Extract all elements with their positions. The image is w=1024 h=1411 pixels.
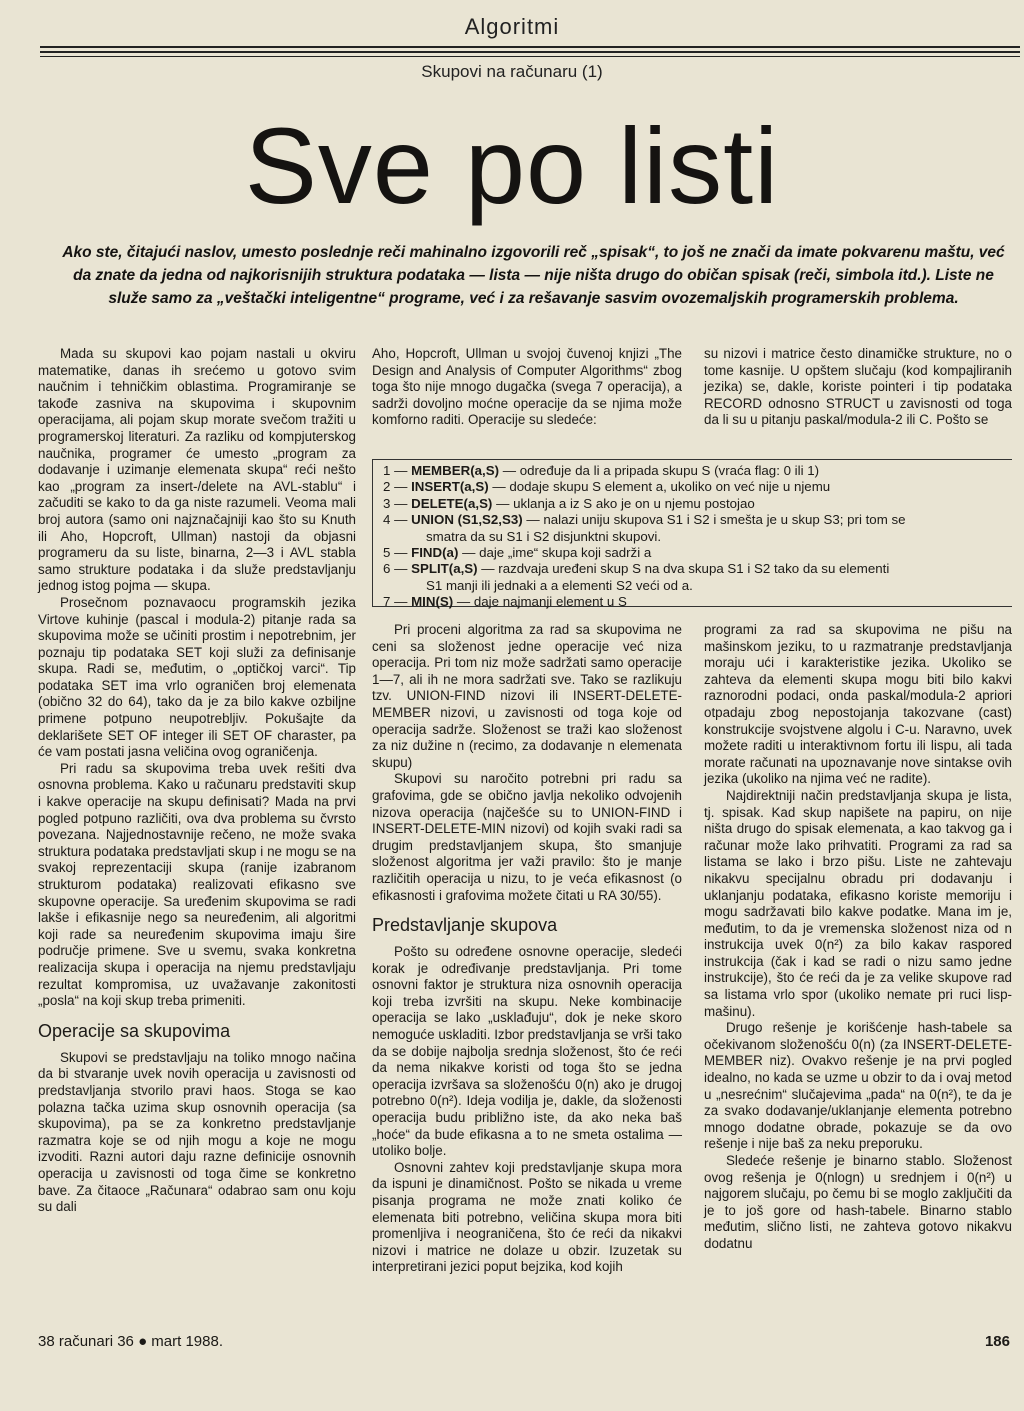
article-subtitle: Skupovi na računaru (1)	[421, 62, 603, 81]
paragraph: Mada su skupovi kao pojam nastali u okviru matematike, danas ih srećemo u gotovo svim naučnim i tehničkim oblastima. Programiranje se takođe zasniva na skupovima i skupovnim operacijama, ali pojam skup morate svečom tražiti u programerskoj literaturi. Za razliku od kompjuterskog naučnika, programer će umesto „program za dodavanje i uzimanje elemenata skupa“ reći nešto kao „program za insert-/delete na AVL-stablu“ i začuditi se kako to da ga niste razumeli. Veoma mali broj autora (samo oni najznačajniji kao što su Knuth ili Aho, Hopcroft, Ullman) nastoji da objasni programeru da su liste, binarna, 2—3 i AVL stabla samo strukture podataka i da služe predstavljanju jednog istog pojma — skupa.	[38, 346, 356, 594]
section-title: Algoritmi	[464, 14, 560, 39]
column-2-top	[372, 346, 682, 429]
column-3-top	[704, 346, 1012, 429]
paragraph: programi za rad sa skupovima ne pišu na mašinskom jeziku, to u razmatranje predstavljanja moraju ući i karakteristike jezika. Ukoliko se zahteva da elementi skupa mogu biti bilo kakvi raznorodni podaci, onda paskal/modula-2 apriori otpadaju zbog nepostojanja takozvane (cast) konstrukcije svojstvene algolu i C-u. Naravno, uvek možete raditi u interaktivnom fortu ili lispu, ali tada morate računati na upoznavanje nove sintakse ovih jezika (ukoliko na njima već ne radite).	[704, 622, 1012, 787]
operation-item: 2 — INSERT(a,S) — dodaje skupu S element a, ukoliko on već nije u njemu	[383, 479, 831, 495]
article-lead: Ako ste, čitajući naslov, umesto poslednje reči mahinalno izgovorili reč „spisak“, to još ne znači da imate pokvarenu maštu, već da znate da jedna od najkorisnijih struktura podataka — lista — nije ništa drugo do običan spisak (reči, simbola itd.). Liste ne služe samo za „veštački inteligentne“ programe, već i za rešavanje sasvim ovozemaljskih programerskih problema.	[62, 244, 1005, 307]
operation-item: 4 — UNION (S1,S2,S3) — nalazi uniju skupova S1 i S2 i smešta je u skup S3; pri tom se	[383, 512, 906, 528]
paragraph: Aho, Hopcroft, Ullman u svojoj čuvenoj knjizi „The Design and Analysis of Computer Algorithms“ zbog toga što nije mnogo dugačka (svega 7 operacija), a sadrži dovoljno moćne operacije da se njima može komforno raditi. Operacije su sledeće:	[372, 346, 682, 428]
operation-continuation: S1 manji ili jednaki a a elementi S2 veći od a.	[426, 577, 693, 593]
header-rule	[40, 56, 1020, 57]
paragraph: Skupovi se predstavljaju na toliko mnogo načina da bi stvaranje uvek novih operacija u zavisnosti od predstavljanja stvorilo pravi haos. Stoga se kao polazna tačka uzima skup osnovnih operacija (sa skupovima), pa se za konkretno predstavljanje razmatra koje se od njih mogu a koje ne mogu izvoditi. Razni autori daju razne definicije osnovnih operacija u zavisnosti od toga čime se konkretno bave. Za čitaoce „Računara“ odabrao sam onu koju su dali	[38, 1049, 356, 1215]
page-footer-left: 38 računari 36 ● mart 1988.	[38, 1333, 223, 1350]
paragraph: Pri proceni algoritma za rad sa skupovima ne ceni sa složenost jedne operacije već niza operacija. Pri tom niz može sadržati samo operacije 1—7, ali ih ne mora sadržati sve. Tako se razlikuju tzv. UNION-FIND nizovi ili INSERT-DELETE-MEMBER nizovi, u zavisnosti od toga koje od operacija sadrže. Složenost se traži kao složenost za niz dužine n (recimo, za dodavanje n elemenata skupu)	[372, 622, 682, 770]
paragraph: Prosečnom poznavaocu programskih jezika Virtove kuhinje (pascal i modula-2) pitanje rada sa skupovima može se učiniti prostim i nepotrebnim, jer poznaju tip podataka SET koji služi za definisanje skupa. Radi se, međutim, o „optičkoj varci“. Tip podataka SET ima vrlo ograničen broj elemenata (obično 32 do 64), tako da je za bilo kakve ozbiljne primene potpuno neupotrebljiv. Pokušajte da deklarišete SET OF integer ili SET OF charaster, pa će vam postati jasna veličina ovog ograničenja.	[38, 594, 356, 760]
paragraph: Pri radu sa skupovima treba uvek rešiti dva osnovna problema. Kako u računaru predstaviti skup i kakve operacije na skupu definisati? Mada na prvi pogled potpuno različiti, ova dva problema su čvrsto povezana. Najjednostavnije rečeno, ne može svaka struktura podataka predstavljati skup i ne mogu se na svakoj reprezentaciji skupa (ranije izabranom strukturom podataka) realizovati efikasno sve skupovne operacije. Sa uređenim skupovima se radi lakše i efikasnije nego sa neuređenim, ali algoritmi koji rade sa neuređenim skupovima imaju šire područje primene. Sve u svemu, svaka konkretna realizacija skupa i operacija na njemu predstavljaju rezultat kompromisa, uz uvažavanje zakonitosti „posla“ na koji skup treba primeniti.	[38, 760, 356, 1009]
operation-continuation: smatra da su S1 i S2 disjunktni skupovi.	[426, 528, 662, 544]
paragraph: Najdirektniji način predstavljanja skupa je lista, tj. spisak. Kad skup napišete na papiru, on nije ništa drugo do spisak elemenata, a kao takvog ga i računar može lako prihvatiti. Programi za rad sa listama se lako i brzo pišu. Liste ne zahtevaju nikakvu specijalnu obradu pri dodavanju i uklanjanju podataka, efikasno koriste memoriju i mogu sadržavati bilo kakve podatke. Mana im je, međutim, to da je vremenska složenost niza od n instrukcija uvek 0(n²) za bilo kakav raspored instrukcija (čak i kad se radi o nizu samo jedne instrukcije), što će reći da je za velike skupove rad sa listama vrlo spor (ukoliko nemate pri ruci lisp-mašinu).	[704, 787, 1012, 1019]
column-3	[704, 622, 1012, 1253]
header-rule	[40, 46, 1020, 48]
paragraph: su nizovi i matrice često dinamičke strukture, no o tome kasnije. U opštem slučaju (kod kompajliranih jezika) se, dakle, koriste pointeri i tip podataka RECORD odnosno STRUCT u zavisnosti od toga da li su u pitanju paskal/modula-2 ili C. Pošto se	[704, 346, 1012, 428]
page-number: 186	[984, 1333, 1010, 1350]
subheading-representation: Predstavljanje skupova	[372, 915, 558, 936]
paragraph: Drugo rešenje je korišćenje hash-tabele sa očekivanom složenošću 0(n) (za INSERT-DELETE-MEMBER niz). Ovakvo rešenje je na prvi pogled idealno, no kada se uzme u obzir to da i ovaj metod u „nesrećnim“ slučajevima „pada“ na 0(n²), te da je za svako dodavanje/uklanjanje elementa potrebno mnogo dodatne obrade, pokazuje se da ovo rešenje i nije baš za neku preporuku.	[704, 1020, 1012, 1152]
operation-item: 1 — MEMBER(a,S) — određuje da li a pripada skupu S (vraća flag: 0 ili 1)	[383, 463, 820, 478]
paragraph: Osnovni zahtev koji predstavljanje skupa mora da ispuni je dinamičnost. Pošto se nikada u vreme pisanja programa ne može znati koliko će elemenata biti potrebno, veličina skupa mora biti promenljiva i neograničena, što će reći da nikakvi nizovi i matrice ne dolaze u obzir. Izuzetak su interpretirani jezici poput bejzika, kod kojih	[372, 1159, 682, 1275]
operations-box	[372, 459, 1012, 610]
paragraph: Pošto su određene osnovne operacije, sledeći korak je određivanje predstavljanja. Pri tome osnovni faktor je struktura niza osnovnih operacija koji treba izvršiti na skupu. Neke kombinacije operacija se lako „usklađuju“, dok je neke skoro nemoguće uskladiti. Izbor predstavljanja se vrši tako da se dobije najbolja srednja složenost, što će reći da nema nikakve koristi od toga što se jedna operacija izvršava sa složenošću 0(n) ako je drugoj potrebno 0(n²). Ideja vodilja je, dakle, da složenosti operacija budu približno iste, da ako neka baš „hoće“ da bude efikasna a to ne smeta ostalima — utoliko bolje.	[372, 944, 682, 1159]
operation-item: 3 — DELETE(a,S) — uklanja a iz S ako je on u njemu postojao	[383, 495, 755, 511]
operation-item: 6 — SPLIT(a,S) — razdvaja uređeni skup S na dva skupa S1 i S2 tako da su elementi	[383, 561, 890, 577]
article-headline: Sve po listi	[244, 105, 780, 226]
column-2	[372, 622, 682, 1276]
operation-item: 7 — MIN(S) — daje najmanji element u S	[383, 594, 627, 610]
paragraph: Skupovi su naročito potrebni pri radu sa grafovima, gde se obično javlja nekoliko odvojenih nizova operacija (najčešće su to UNION-FIND i INSERT-DELETE-MIN nizovi) od kojih svaki radi sa drugim predstavljanjem skupa, što smanjuje složenost algoritma jer važi pravilo: što je manje različitih operacija u nizu, to je veća efikasnost (o efikasnosti i grafovima možete čitati u RA 30/55).	[372, 771, 682, 903]
header-rule	[40, 51, 1020, 53]
operation-item: 5 — FIND(a) — daje „ime“ skupa koji sadrži a	[383, 545, 652, 561]
paragraph: Sledeće rešenje je binarno stablo. Složenost ovog rešenja je 0(nlogn) u srednjem i 0(n²) u najgorem slučaju, po čemu bi se moglo zaključiti da je to još gore od hash-tabele. Binarno stablo međutim, slično listi, ne zahteva gotovo nikakvu dodatnu	[704, 1153, 1012, 1251]
column-1	[38, 346, 356, 1216]
subheading-operations: Operacije sa skupovima	[38, 1020, 231, 1041]
